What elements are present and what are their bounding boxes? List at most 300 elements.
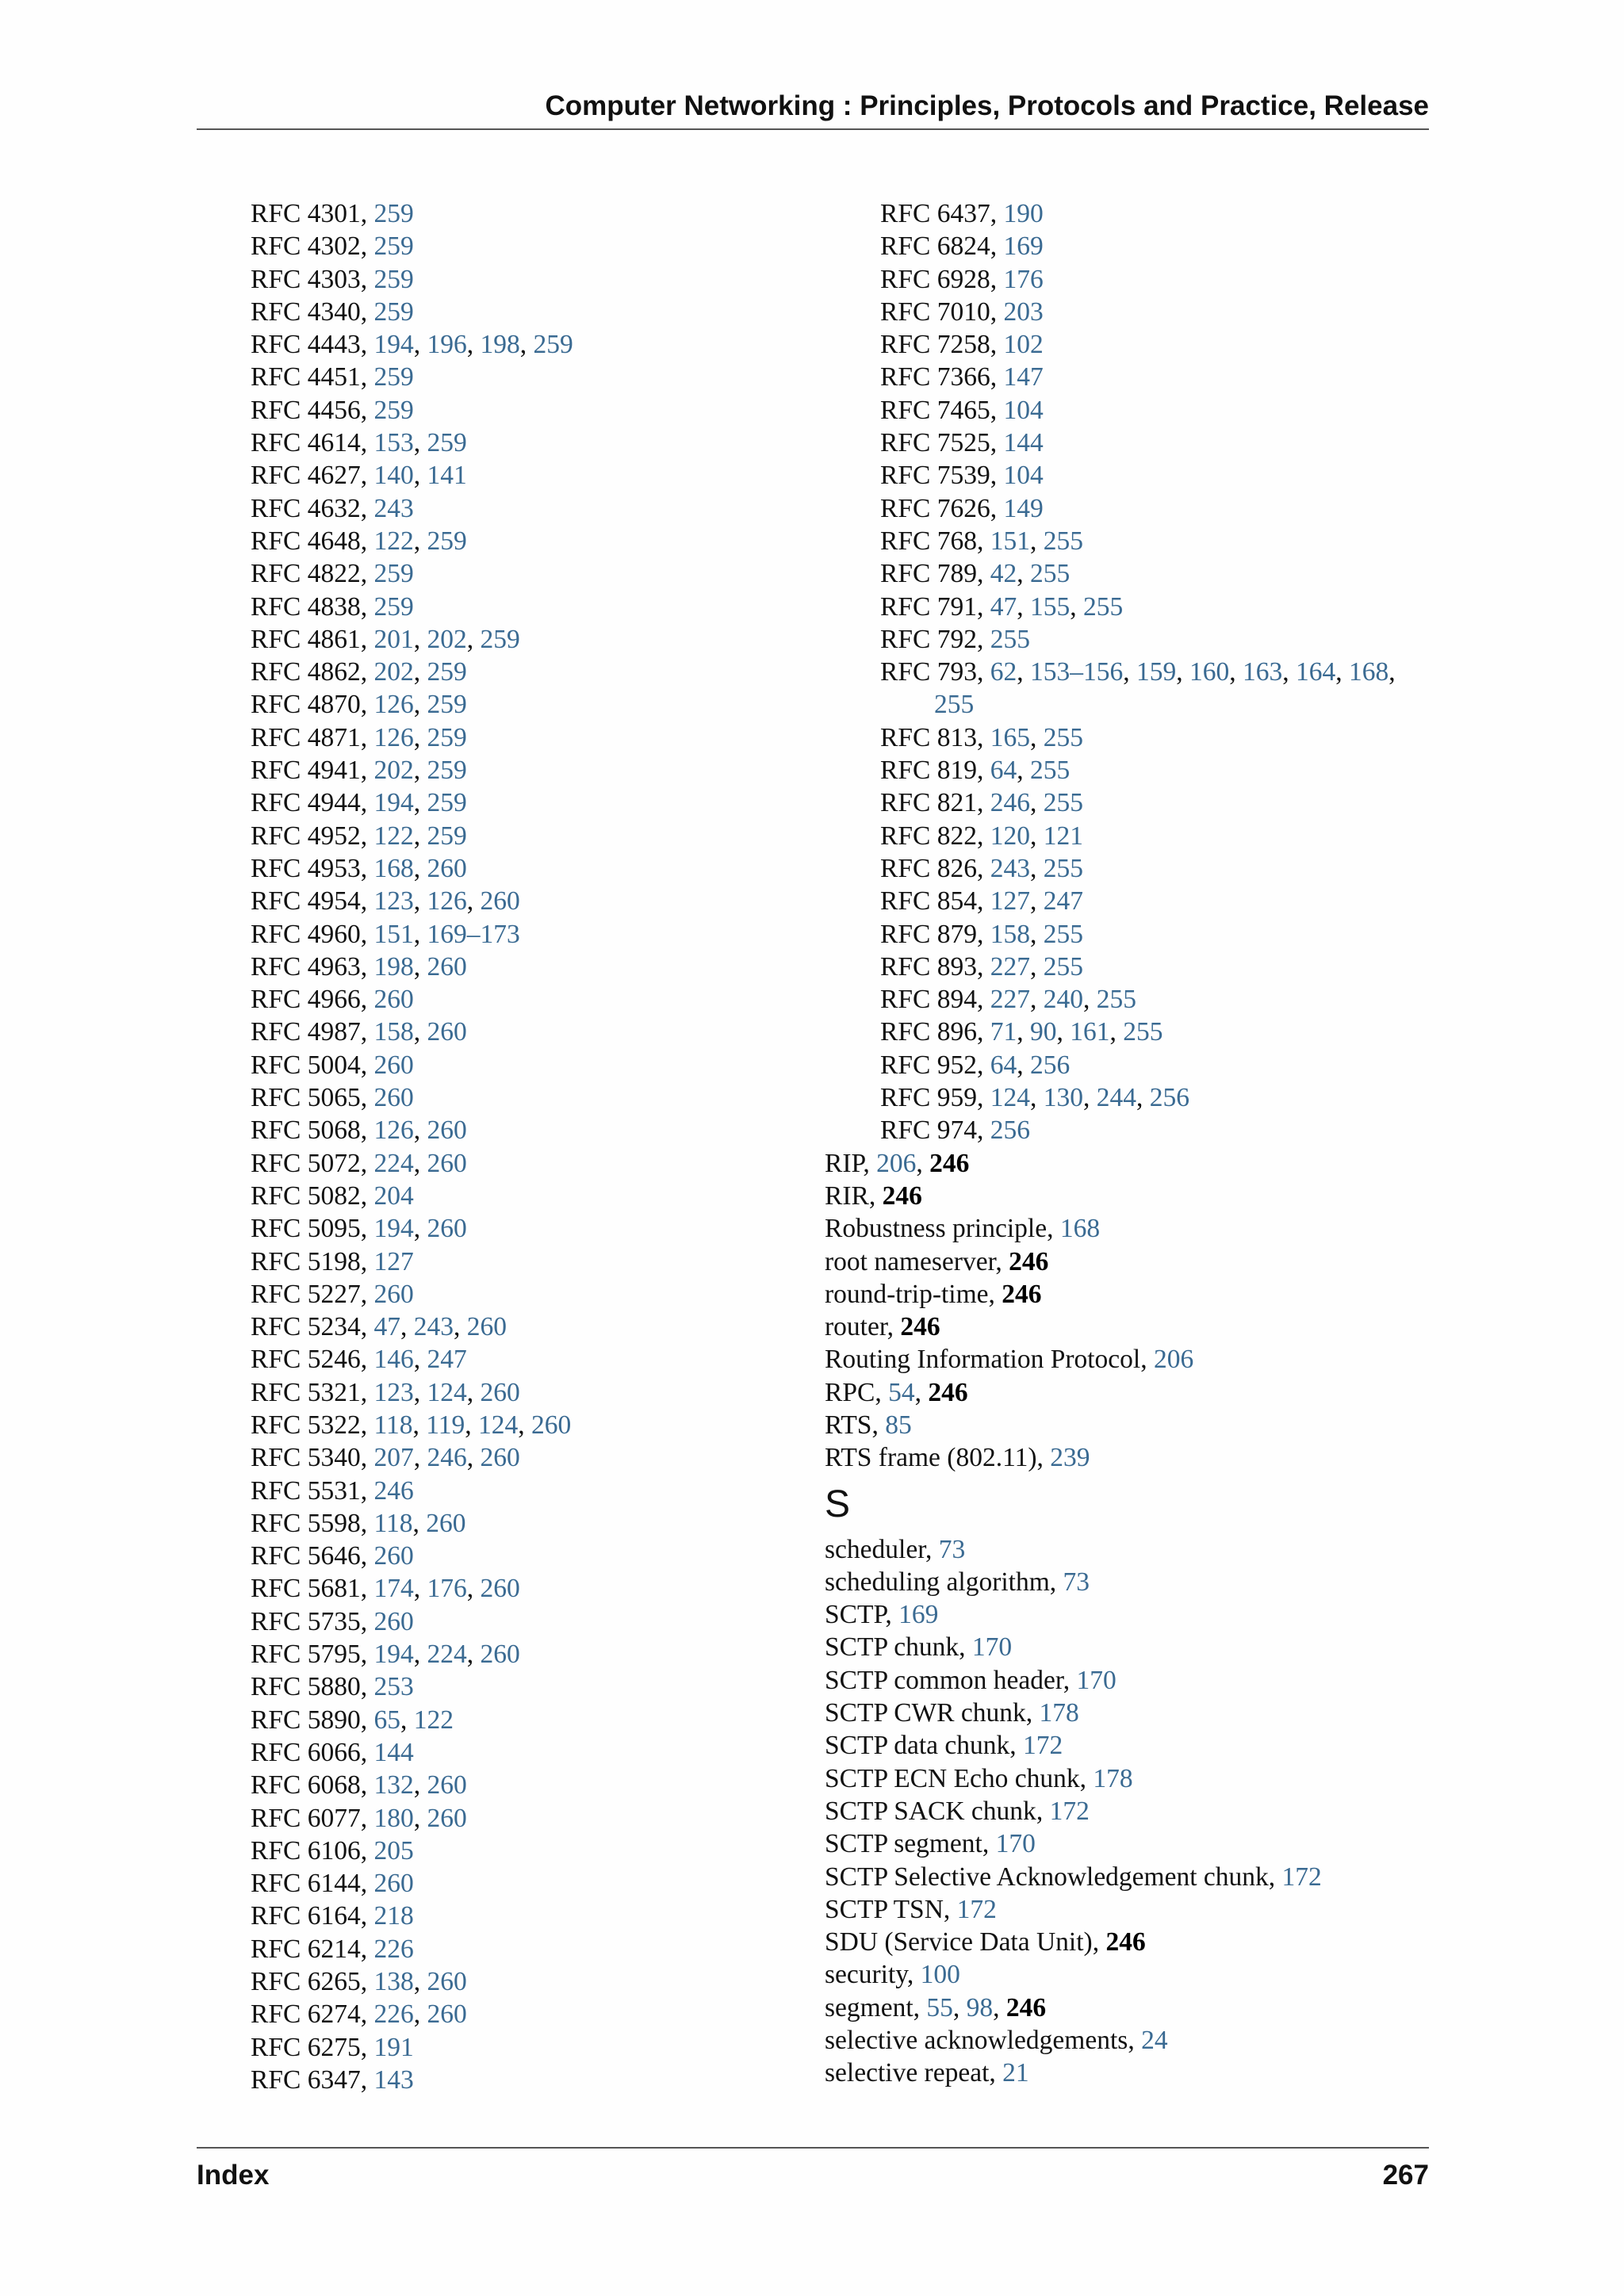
index-entry: RFC 768, 151, 255 (880, 526, 1083, 556)
index-primary-page-ref[interactable]: 246 (1005, 1992, 1047, 2022)
index-page-link[interactable]: 260 (480, 1574, 520, 1604)
index-page-link[interactable]: 159 (1136, 657, 1177, 687)
index-term: RTS (825, 1410, 872, 1440)
index-page-link[interactable]: 260 (427, 1017, 467, 1047)
index-page-link[interactable]: 149 (1003, 493, 1044, 523)
index-section-letter: S (825, 1483, 851, 1525)
index-page-link[interactable]: 259 (427, 821, 467, 851)
index-page-link[interactable]: 255 (1096, 985, 1136, 1015)
index-entry: RFC 6066, 144 (251, 1737, 414, 1767)
index-page-link[interactable]: 64 (990, 756, 1017, 786)
page-footer (197, 2147, 1429, 2196)
index-page-link[interactable]: 168 (373, 853, 414, 883)
index-page-link[interactable]: 243 (373, 493, 414, 523)
index-page-link[interactable]: 126 (373, 1115, 414, 1146)
index-entry: RFC 6214, 226 (251, 1934, 414, 1964)
index-entry: RFC 4966, 260 (251, 985, 414, 1015)
index-page-link[interactable]: 174 (373, 1574, 414, 1604)
index-page-link[interactable]: 246 (427, 1443, 467, 1473)
index-page-link[interactable]: 253 (373, 1672, 414, 1702)
index-page-link[interactable]: 55 (926, 1992, 953, 2022)
index-term: RFC 4952 (251, 821, 361, 851)
index-page-link[interactable]: 132 (373, 1770, 414, 1800)
index-term: RFC 7539 (880, 461, 990, 491)
index-page-link[interactable]: 170 (1076, 1665, 1116, 1695)
index-page-link[interactable]: 207 (373, 1443, 414, 1473)
index-term: RFC 896 (880, 1017, 977, 1047)
index-entry: SCTP ECN Echo chunk, 178 (825, 1763, 1133, 1793)
index-page-link[interactable]: 259 (427, 657, 467, 687)
index-entry: RFC 7366, 147 (880, 362, 1044, 392)
index-page-link[interactable]: 64 (990, 1050, 1017, 1080)
index-page-link[interactable]: 73 (938, 1534, 966, 1564)
index-entry: RFC 6106, 205 (251, 1835, 414, 1866)
index-page-link[interactable]: 246 (373, 1475, 414, 1506)
index-page-link[interactable]: 127 (373, 1246, 414, 1276)
index-page-link[interactable]: 191 (373, 2032, 414, 2062)
index-entry: scheduler, 73 (825, 1534, 966, 1564)
index-entry: RFC 5531, 246 (251, 1475, 414, 1506)
index-term: RFC 4960 (251, 919, 361, 949)
index-term: RFC 5880 (251, 1672, 361, 1702)
index-page-link[interactable]: 194 (373, 330, 414, 360)
index-entry: RFC 5890, 65, 122 (251, 1705, 454, 1735)
index-page-link[interactable]: 118 (373, 1508, 413, 1538)
index-page-link[interactable]: 224 (427, 1640, 467, 1670)
index-page-link[interactable]: 140 (373, 461, 414, 491)
index-page-link[interactable]: 21 (1002, 2058, 1029, 2088)
index-page-link[interactable]: 243 (990, 853, 1030, 883)
index-term: RFC 4944 (251, 788, 361, 818)
index-page-link[interactable]: 62 (990, 657, 1017, 687)
index-page-link[interactable]: 260 (373, 985, 414, 1015)
footer-section-label: Index (197, 2160, 270, 2191)
index-term: RIR (825, 1181, 869, 1211)
index-entry: RFC 793, 62, 153–156, 159, 160, 163, 164, 168, (880, 657, 1396, 687)
index-term: RFC 5795 (251, 1640, 361, 1670)
index-page-link[interactable]: 172 (956, 1894, 997, 1924)
index-page-link[interactable]: 176 (427, 1574, 467, 1604)
index-trailing-comma: , (1388, 657, 1396, 687)
index-primary-page-ref[interactable]: 246 (928, 1377, 968, 1407)
index-page-link[interactable]: 247 (1043, 886, 1083, 916)
index-entry: RFC 952, 64, 256 (880, 1050, 1071, 1080)
index-page-link[interactable]: 172 (1023, 1731, 1063, 1761)
index-page-link[interactable]: 255 (1082, 591, 1124, 622)
index-page-link[interactable]: 260 (373, 1541, 414, 1571)
index-page-link[interactable]: 71 (990, 1017, 1017, 1047)
index-page-link[interactable]: 194 (373, 788, 414, 818)
index-term: RFC 5095 (251, 1214, 361, 1244)
index-entry: RFC 5321, 123, 124, 260 (251, 1377, 520, 1407)
index-page-link[interactable]: 138 (373, 1967, 414, 1997)
index-page-link[interactable]: 194 (373, 1640, 414, 1670)
index-term: SCTP segment (825, 1829, 982, 1859)
index-page-link[interactable]: 141 (427, 461, 467, 491)
index-page-link[interactable]: 259 (373, 559, 414, 589)
index-page-link[interactable]: 227 (990, 951, 1030, 982)
index-page-link[interactable]: 122 (373, 526, 414, 556)
index-page-link[interactable]: 119 (426, 1410, 465, 1440)
index-entry: RFC 6077, 180, 260 (251, 1803, 467, 1833)
running-title: Computer Networking : Principles, Protocols and Practice, Release (545, 90, 1429, 121)
index-page-link[interactable]: 260 (373, 1083, 414, 1113)
index-page-link[interactable]: 260 (373, 1279, 414, 1309)
index-term: RFC 7010 (880, 297, 990, 327)
index-term: RFC 4966 (251, 985, 361, 1015)
index-page-link[interactable]: 203 (1003, 297, 1044, 327)
index-page-link[interactable]: 198 (480, 330, 520, 360)
index-page-link[interactable]: 260 (373, 1869, 414, 1899)
index-term: SCTP ECN Echo chunk (825, 1763, 1080, 1793)
index-page-link[interactable]: 255 (934, 690, 975, 720)
index-page-link[interactable]: 260 (480, 1443, 520, 1473)
index-page-link[interactable]: 255 (1043, 853, 1083, 883)
index-entry: RFC 6144, 260 (251, 1869, 414, 1899)
index-term: RFC 7626 (880, 493, 990, 523)
index-page-link[interactable]: 180 (373, 1803, 414, 1833)
index-page-link[interactable]: 124 (477, 1410, 519, 1440)
index-page-link[interactable]: 226 (373, 1934, 414, 1964)
index-entry: RFC 854, 127, 247 (880, 886, 1083, 916)
index-page-link[interactable]: 260 (427, 1967, 467, 1997)
index-page-link[interactable]: 259 (427, 788, 467, 818)
index-page-link[interactable]: 206 (1154, 1345, 1194, 1375)
index-term: RFC 4451 (251, 362, 361, 392)
index-page-link[interactable]: 255 (1043, 919, 1083, 949)
index-page-link[interactable]: 169 (898, 1600, 939, 1630)
index-page-link[interactable]: 259 (480, 624, 520, 654)
index-entry: RFC 4443, 194, 196, 198, 259 (251, 330, 573, 360)
index-page-link[interactable]: 202 (373, 657, 414, 687)
index-page-link[interactable]: 176 (1003, 264, 1044, 294)
index-entry: RFC 4822, 259 (251, 559, 414, 589)
index-term: root nameserver (825, 1246, 996, 1276)
index-entry: RFC 4632, 243 (251, 493, 414, 523)
index-page-link[interactable]: 244 (1096, 1083, 1136, 1113)
index-page-link[interactable]: 227 (990, 985, 1030, 1015)
index-page-link[interactable]: 146 (373, 1345, 414, 1375)
index-page-link[interactable]: 259 (373, 199, 414, 228)
index-term: RIP (825, 1148, 864, 1178)
index-page-link[interactable]: 255 (1043, 526, 1083, 556)
index-page-link[interactable]: 85 (885, 1410, 912, 1440)
index-entry: RFC 7539, 104 (880, 461, 1044, 491)
index-entry: RFC 4870, 126, 259 (251, 690, 467, 720)
index-term: RFC 6275 (251, 2032, 361, 2062)
index-page-link[interactable]: 202 (427, 624, 467, 654)
index-page-link[interactable]: 224 (373, 1148, 414, 1178)
index-term: RFC 5322 (251, 1410, 361, 1440)
index-page-link[interactable]: 153–156 (1029, 657, 1124, 687)
index-entry: scheduling algorithm, 73 (825, 1567, 1090, 1597)
index-page-link[interactable]: 260 (480, 1640, 520, 1670)
index-page-link[interactable]: 259 (427, 756, 467, 786)
index-page-link[interactable]: 259 (373, 591, 414, 622)
index-page-link[interactable]: 170 (971, 1632, 1013, 1663)
index-term: RFC 4302 (251, 232, 361, 262)
index-page-link[interactable]: 260 (373, 1050, 414, 1080)
index-term: RFC 5082 (251, 1181, 361, 1211)
index-primary-page-ref[interactable]: 246 (929, 1148, 970, 1178)
index-page-link[interactable]: 256 (990, 1115, 1030, 1146)
index-entry: SCTP chunk, 170 (825, 1632, 1013, 1663)
index-page-link[interactable]: 126 (373, 690, 414, 720)
index-page-link[interactable]: 255 (1029, 756, 1071, 786)
index-page-link[interactable]: 259 (427, 722, 467, 752)
index-entry: RFC 4960, 151, 169–173 (251, 919, 520, 949)
index-page-link[interactable]: 240 (1043, 985, 1083, 1015)
index-term: RFC 854 (880, 886, 977, 916)
index-entry: Routing Information Protocol, 206 (825, 1345, 1194, 1375)
index-page-link[interactable]: 204 (373, 1181, 414, 1211)
index-page-link[interactable]: 143 (373, 2064, 414, 2095)
index-page-link[interactable]: 198 (373, 951, 414, 982)
index-page-link[interactable]: 259 (533, 330, 573, 360)
index-term: segment (825, 1992, 914, 2022)
index-entry: RFC 7010, 203 (880, 297, 1044, 327)
index-primary-page-ref[interactable]: 246 (1002, 1279, 1042, 1309)
index-page-link[interactable]: 255 (1043, 722, 1083, 752)
index-page-link[interactable]: 102 (1003, 330, 1044, 360)
index-page-link[interactable]: 194 (373, 1214, 414, 1244)
index-page-link[interactable]: 255 (1043, 788, 1083, 818)
index-page-link[interactable]: 65 (373, 1705, 400, 1735)
index-term: RFC 4871 (251, 722, 361, 752)
index-page-link[interactable]: 126 (427, 886, 467, 916)
index-term: RFC 5227 (251, 1279, 361, 1309)
index-entry: RFC 4941, 202, 259 (251, 756, 467, 786)
index-term: RFC 7465 (880, 395, 990, 425)
index-entry: round-trip-time, 246 (825, 1279, 1042, 1309)
index-term: RFC 821 (880, 788, 977, 818)
index-entry: security, 100 (825, 1960, 960, 1990)
index-page-link[interactable]: 169 (1003, 232, 1044, 262)
index-term: RFC 826 (880, 853, 977, 883)
index-page-link[interactable]: 202 (373, 756, 414, 786)
page-header (197, 89, 1429, 130)
index-entry: RFC 959, 124, 130, 244, 256 (880, 1083, 1189, 1113)
index-page-link[interactable]: 164 (1295, 657, 1336, 687)
index-page-link[interactable]: 121 (1043, 821, 1083, 851)
index-term: RFC 5321 (251, 1377, 361, 1407)
index-page-link[interactable]: 104 (1003, 395, 1044, 425)
index-page-link[interactable]: 153 (373, 428, 414, 458)
index-entry: RFC 5095, 194, 260 (251, 1214, 467, 1244)
index-page-link[interactable]: 124 (427, 1377, 467, 1407)
index-term: RFC 4303 (251, 264, 361, 294)
index-page-link[interactable]: 259 (373, 362, 414, 392)
index-page-link[interactable]: 161 (1070, 1017, 1110, 1047)
index-entry: RFC 7626, 149 (880, 493, 1044, 523)
index-term: RFC 7366 (880, 362, 990, 392)
index-page-link[interactable]: 122 (413, 1705, 454, 1735)
index-entry: RFC 4944, 194, 259 (251, 788, 467, 818)
index-page-link[interactable]: 260 (427, 1803, 467, 1833)
index-term: RFC 959 (880, 1083, 977, 1113)
index-page-link[interactable]: 170 (995, 1829, 1036, 1859)
index-term: RFC 6214 (251, 1934, 361, 1964)
index-page-link[interactable]: 127 (990, 886, 1030, 916)
index-page-link[interactable]: 151 (373, 919, 414, 949)
index-page-link[interactable]: 260 (427, 853, 467, 883)
index-page-link[interactable]: 260 (427, 951, 467, 982)
index-page-link[interactable]: 259 (373, 232, 414, 262)
index-primary-page-ref[interactable]: 246 (900, 1312, 940, 1342)
index-entry: RFC 4456, 259 (251, 395, 414, 425)
index-term: RFC 791 (880, 591, 977, 622)
index-page-link[interactable]: 243 (413, 1312, 454, 1342)
index-entry: Robustness principle, 168 (825, 1214, 1101, 1244)
index-entry: RFC 4648, 122, 259 (251, 526, 467, 556)
index-entry: RFC 6265, 138, 260 (251, 1967, 467, 1997)
index-page-link[interactable]: 201 (373, 624, 414, 654)
index-entry: RFC 879, 158, 255 (880, 919, 1083, 949)
index-entry: RFC 5322, 118, 119, 124, 260 (251, 1410, 572, 1440)
index-page-link[interactable]: 172 (1281, 1862, 1322, 1892)
index-term: RFC 4632 (251, 493, 361, 523)
index-page-link[interactable]: 178 (1093, 1763, 1133, 1793)
index-entry: RFC 4302, 259 (251, 232, 414, 262)
index-page-link[interactable]: 126 (373, 722, 414, 752)
index-page-link[interactable]: 120 (990, 821, 1030, 851)
index-page-link[interactable]: 123 (373, 886, 414, 916)
index-page-link[interactable]: 259 (427, 526, 467, 556)
index-page-link[interactable]: 42 (990, 559, 1017, 589)
index-page-link[interactable]: 144 (1003, 428, 1044, 458)
index-page-link[interactable]: 205 (373, 1835, 414, 1866)
index-page-link[interactable]: 118 (373, 1410, 413, 1440)
index-page-link[interactable]: 172 (1049, 1796, 1090, 1826)
index-entry: RFC 5004, 260 (251, 1050, 414, 1080)
index-page-link[interactable]: 104 (1003, 461, 1044, 491)
index-page-link[interactable]: 259 (427, 428, 467, 458)
index-page-link[interactable]: 54 (888, 1377, 915, 1407)
index-entry: RFC 7258, 102 (880, 330, 1044, 360)
index-entry: RFC 4862, 202, 259 (251, 657, 467, 687)
index-page-link[interactable]: 260 (373, 1606, 414, 1636)
index-entry: RTS, 85 (825, 1410, 912, 1440)
index-page-link[interactable]: 155 (1029, 591, 1071, 622)
index-page-link[interactable]: 239 (1050, 1443, 1090, 1473)
index-page-link[interactable]: 260 (427, 1214, 467, 1244)
index-page-link[interactable]: 246 (990, 788, 1030, 818)
index-page-link[interactable]: 255 (1029, 559, 1071, 589)
index-page-link[interactable]: 260 (427, 1770, 467, 1800)
index-term: RFC 952 (880, 1050, 977, 1080)
index-page-link[interactable]: 260 (480, 886, 520, 916)
index-page-link[interactable]: 260 (427, 1999, 467, 2030)
index-page-link[interactable]: 151 (990, 526, 1030, 556)
index-entry: RFC 821, 246, 255 (880, 788, 1083, 818)
index-entry-continuation (825, 688, 1443, 721)
index-page-link[interactable]: 100 (920, 1960, 960, 1990)
index-page-link[interactable]: 259 (373, 395, 414, 425)
index-entry: SCTP segment, 170 (825, 1829, 1036, 1859)
index-page-link[interactable]: 163 (1242, 657, 1283, 687)
index-entry: RIP, 206, 246 (825, 1148, 970, 1178)
index-page-link[interactable]: 260 (530, 1410, 572, 1440)
index-entry: RFC 6824, 169 (880, 232, 1044, 262)
index-term: RFC 5531 (251, 1475, 361, 1506)
index-page-link[interactable]: 206 (876, 1148, 917, 1178)
index-page-link[interactable]: 24 (1141, 2026, 1168, 2056)
index-page-link[interactable]: 255 (990, 624, 1030, 654)
index-term: RFC 5234 (251, 1312, 361, 1342)
index-page-link[interactable]: 168 (1348, 657, 1389, 687)
index-page-link[interactable]: 98 (966, 1992, 994, 2022)
index-term: RFC 6274 (251, 1999, 361, 2030)
index-term: RFC 768 (880, 526, 977, 556)
index-entry: RFC 792, 255 (880, 624, 1030, 654)
index-primary-page-ref[interactable]: 246 (882, 1181, 922, 1211)
index-term: RFC 5246 (251, 1345, 361, 1375)
index-page-link[interactable]: 255 (1123, 1017, 1163, 1047)
index-term: RFC 5646 (251, 1541, 361, 1571)
index-page-link[interactable]: 259 (373, 297, 414, 327)
index-term: SCTP (825, 1600, 886, 1630)
index-page-link[interactable]: 123 (373, 1377, 414, 1407)
index-page-link[interactable]: 260 (427, 1115, 467, 1146)
index-page-link[interactable]: 226 (373, 1999, 414, 2030)
index-primary-page-ref[interactable]: 246 (1009, 1246, 1049, 1276)
index-page-link[interactable]: 260 (426, 1508, 466, 1538)
index-page-link[interactable]: 260 (427, 1148, 467, 1178)
index-page-link[interactable]: 196 (427, 330, 467, 360)
index-page-link[interactable]: 158 (373, 1017, 414, 1047)
index-page-link[interactable]: 158 (990, 919, 1030, 949)
index-entry: RFC 4838, 259 (251, 591, 414, 622)
index-term: selective repeat (825, 2058, 990, 2088)
index-page-link[interactable]: 73 (1063, 1567, 1090, 1597)
index-term: RFC 7525 (880, 428, 990, 458)
index-primary-page-ref[interactable]: 246 (1105, 1927, 1146, 1957)
index-page-link[interactable]: 256 (1029, 1050, 1071, 1080)
index-entry: RFC 5082, 204 (251, 1181, 414, 1211)
index-page-link[interactable]: 47 (990, 591, 1017, 622)
index-page-link[interactable]: 247 (427, 1345, 467, 1375)
index-page-link[interactable]: 47 (373, 1312, 400, 1342)
index-page-link[interactable]: 255 (1043, 951, 1083, 982)
index-page-link[interactable]: 165 (990, 722, 1030, 752)
index-page-link[interactable]: 124 (990, 1083, 1030, 1113)
index-page-link[interactable]: 256 (1149, 1083, 1189, 1113)
index-page-link[interactable]: 190 (1003, 199, 1044, 228)
index-page-link[interactable]: 259 (373, 264, 414, 294)
index-entry: segment, 55, 98, 246 (825, 1992, 1047, 2022)
index-page-link[interactable]: 90 (1029, 1017, 1057, 1047)
index-page-link[interactable]: 144 (373, 1737, 414, 1767)
index-page-link[interactable]: 168 (1059, 1214, 1101, 1244)
index-page-link[interactable]: 218 (373, 1901, 414, 1931)
index-page-link[interactable]: 178 (1039, 1698, 1079, 1728)
index-page-link[interactable]: 169–173 (427, 919, 520, 949)
index-entry: RFC 5598, 118, 260 (251, 1508, 466, 1538)
index-entry: RFC 5735, 260 (251, 1606, 414, 1636)
index-term: RFC 4861 (251, 624, 361, 654)
index-page-link[interactable]: 260 (480, 1377, 520, 1407)
index-page-link[interactable]: 147 (1003, 362, 1044, 392)
index-page-link[interactable]: 260 (466, 1312, 507, 1342)
index-entry: RFC 6347, 143 (251, 2064, 414, 2095)
index-entry: SCTP common header, 170 (825, 1665, 1116, 1695)
index-entry: RFC 5880, 253 (251, 1672, 414, 1702)
index-page-link[interactable]: 160 (1189, 657, 1230, 687)
index-term: SCTP Selective Acknowledgement chunk (825, 1862, 1269, 1892)
index-page-link[interactable]: 259 (427, 690, 467, 720)
index-page-link[interactable]: 130 (1043, 1083, 1083, 1113)
index-page-link[interactable]: 122 (373, 821, 414, 851)
